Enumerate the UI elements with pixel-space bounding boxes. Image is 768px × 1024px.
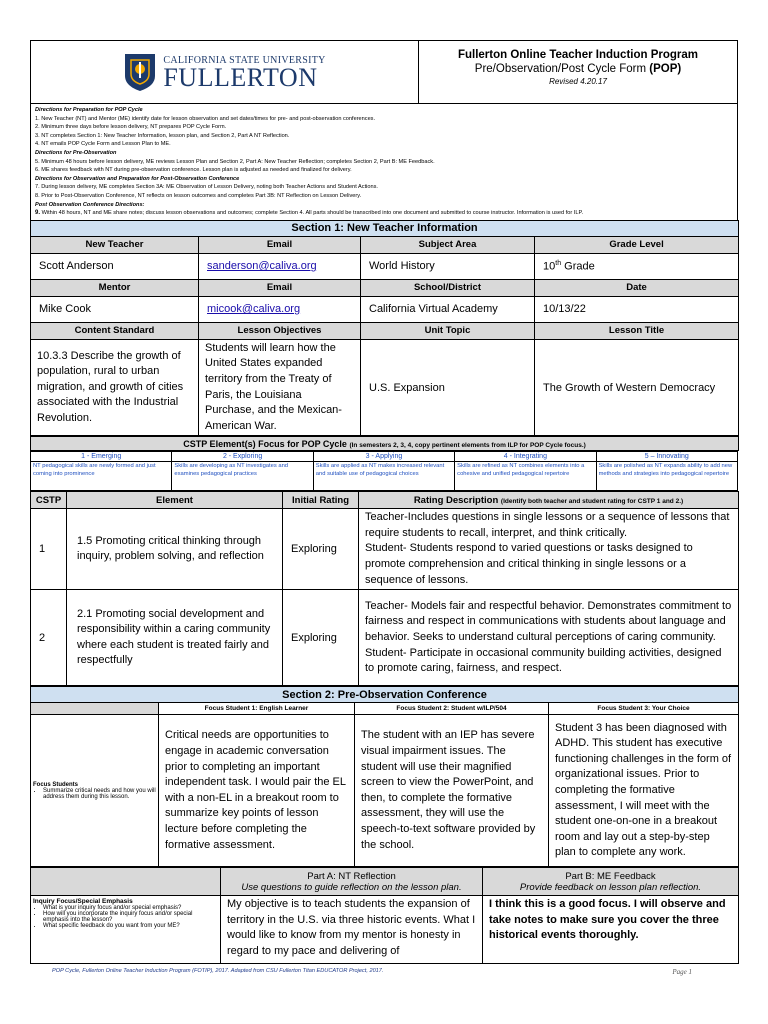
focus-student-2-text: The student with an IEP has severe visual impairment issues. The student will use their magnified screen to view the PowerPoint, and then, to complete the formative assessment, they will use the speech-to-text software provided by the school. xyxy=(355,715,549,867)
level-5-name: 5 – Innovating xyxy=(596,452,737,462)
focus-student-1-header: Focus Student 1: English Learner xyxy=(159,703,355,715)
mentor-email-cell xyxy=(199,296,361,322)
cstp-element: 2.1 Promoting social development and responsibility within a caring community where each student is treated fairly and respectfully xyxy=(67,590,283,686)
lesson-objectives-label: Lesson Objectives xyxy=(199,322,361,339)
school-district-value: California Virtual Academy xyxy=(361,296,535,322)
date-label: Date xyxy=(535,279,739,296)
lesson-title-label: Lesson Title xyxy=(535,322,739,339)
grade-level-label: Grade Level xyxy=(535,236,739,253)
focus-students-bullet: • Summarize critical needs and how you will address them during this lesson. xyxy=(43,788,156,800)
cstp-initial-rating: Exploring xyxy=(283,509,359,590)
level-4-desc: Skills are refined as NT combines elements into a cohesive and unified pedagogical repertoire xyxy=(455,462,596,491)
direction-item: 6. ME shares feedback with NT during pre-observation conference. Lesson plan is adjusted as needed and finalized for delivery. xyxy=(35,167,352,174)
cstp-table xyxy=(30,436,739,451)
university-logo xyxy=(31,41,419,103)
level-3-desc: Skills are applied as NT makes increased relevant and suitable use of pedagogical choices xyxy=(313,462,454,491)
revised-date: Revised 4.20.17 xyxy=(549,77,607,86)
cstp-number: 1 xyxy=(31,509,67,590)
part-b-header: Part B: ME Feedback Provide feedback on lesson plan reflection. xyxy=(483,868,739,896)
email-label: Email xyxy=(199,236,361,253)
level-3-name: 3 - Applying xyxy=(313,452,454,462)
part-a-header: Part A: NT Reflection Use questions to guide reflection on the lesson plan. xyxy=(221,868,483,896)
page-number: Page 1 xyxy=(672,968,692,976)
cstp-element: 1.5 Promoting critical thinking through inquiry, problem solving, and reflection xyxy=(67,509,283,590)
section2-parts-table xyxy=(30,867,739,964)
level-1-name: 1 - Emerging xyxy=(31,452,172,462)
focus-corner xyxy=(31,703,159,715)
nt-reflection-text: My objective is to teach students the expansion of territory in the U.S. via three historic events. What I would like to know from my mentor is honesty in regard to my pace and delivering of xyxy=(221,896,483,964)
mentor-label: Mentor xyxy=(31,279,199,296)
inquiry-focus-cell xyxy=(31,896,221,964)
lesson-objectives-value: Students will learn how the United States expanded territory from the Treaty of Paris, the Louisiana Purchase, and the Mexican-American War. xyxy=(199,339,361,436)
focus-student-3-text: Student 3 has been diagnosed with ADHD. This student has executive functioning challenges in the form of organizational issues. Prior to completing the formative assessment, I will meet with the student one-on-one in a breakout room and lay out a step-by-step plan to complete any work. xyxy=(549,715,739,867)
direction-item: 1. New Teacher (NT) and Mentor (ME) identify date for lesson observation and set dates/times for pre- and post-observation conferences. xyxy=(35,115,376,122)
grade-level-value: 10th Grade xyxy=(535,253,739,279)
university-seal-icon xyxy=(123,52,157,92)
directions-block xyxy=(30,104,738,220)
focus-student-3-header: Focus Student 3: Your Choice xyxy=(549,703,739,715)
cstp-number: 2 xyxy=(31,590,67,686)
focus-student-2-header: Focus Student 2: Student w/ILP/504 xyxy=(355,703,549,715)
element-col-header: Element xyxy=(67,492,283,509)
cstp-initial-rating: Exploring xyxy=(283,590,359,686)
directions-heading: Directions for Preparation for POP Cycle xyxy=(35,107,143,113)
form-title: Pre/Observation/Post Cycle Form (POP) xyxy=(474,63,682,75)
teacher-email-cell xyxy=(199,253,361,279)
inquiry-question: • What is your inquiry focus and/or special emphasis? xyxy=(43,905,218,911)
direction-item: 9. Within 48 hours, NT and ME share notes; discuss lesson observations and outcomes; complete Section 4. All parts should be transcribed into one document and submitted to course instructor. Information is used for ILP. xyxy=(35,210,584,217)
section2-title: Section 2: Pre-Observation Conference xyxy=(31,687,739,703)
rating-description-col-header: Rating Description (Identify both teacher and student rating for CSTP 1 and 2.) xyxy=(359,492,739,509)
direction-item: 5. Minimum 48 hours before lesson delivery, ME reviews Lesson Plan and Section 2, Part A: New Teacher Reflection; completes Section 2, Part B: ME Feedback. xyxy=(35,158,435,165)
section1-table xyxy=(30,220,739,437)
direction-item: 3. NT completes Section 1: New Teacher Information, lesson plan, and Section 2, Part A NT Reflection. xyxy=(35,132,290,139)
parts-corner xyxy=(31,868,221,896)
unit-topic-label: Unit Topic xyxy=(361,322,535,339)
cstp-title: CSTP Element(s) Focus for POP Cycle (In semesters 2, 3, 4, copy pertinent elements from ILP for POP Cycle focus.) xyxy=(31,437,739,451)
focus-student-1-text: Critical needs are opportunities to engage in academic conversation prior to completing an important independent task. I would pair the EL with a non-EL in a breakout room to summarize key points of lesson lecture before completing the formative assessment. xyxy=(159,715,355,867)
level-5-desc: Skills are polished as NT expands ability to add new methods and strategies into pedagogical repertoire xyxy=(596,462,737,491)
inquiry-question: • How will you incorporate the inquiry focus and/or special emphasis into the lesson? xyxy=(43,911,218,923)
new-teacher-label: New Teacher xyxy=(31,236,199,253)
level-2-name: 2 - Exploring xyxy=(172,452,313,462)
date-value: 10/13/22 xyxy=(535,296,739,322)
program-title: Fullerton Online Teacher Induction Program xyxy=(457,49,699,61)
level-2-desc: Skills are developing as NT investigates and examines pedagogical practices xyxy=(172,462,313,491)
cstp-rating-description: Teacher-Includes questions in single lessons or a sequence of lessons that require students to recall, interpret, and think critically. Student- Students respond to varied questions or tasks designed to promote comprehension and critical thinking in single lessons or a sequence of lessons. xyxy=(359,509,739,590)
content-standard-value: 10.3.3 Describe the growth of population, rural to urban migration, and growth of cities associated with the Industrial Revolution. xyxy=(31,339,199,436)
direction-item: 7. During lesson delivery, ME completes Section 3A: ME Observation of Lesson Delivery, noting both Teacher Actions and Student Actions. xyxy=(35,184,378,191)
form-title-block xyxy=(419,41,737,103)
level-1-desc: NT pedagogical skills are newly formed and just coming into prominence xyxy=(31,462,172,491)
form-header xyxy=(30,40,738,104)
lesson-title-value: The Growth of Western Democracy xyxy=(535,339,739,436)
page-footer xyxy=(52,968,692,976)
mentor-value: Mike Cook xyxy=(31,296,199,322)
university-name-small: CALIFORNIA STATE UNIVERSITY xyxy=(163,54,326,66)
direction-item: 2. Minimum three days before lesson delivery, NT prepares POP Cycle Form. xyxy=(35,124,227,131)
new-teacher-value: Scott Anderson xyxy=(31,253,199,279)
focus-students-label-cell xyxy=(31,715,159,867)
footer-citation: POP Cycle, Fullerton Online Teacher Induction Program (FOTIP), 2017. Adapted from CSU Fullerton Titan EDUCATOR Project, 2017. xyxy=(52,968,384,974)
direction-item: 8. Prior to Post-Observation Conference, NT reflects on lesson outcomes and completes Part 3B: NT Reflection on Lesson Delivery. xyxy=(35,192,362,199)
section2-table xyxy=(30,686,739,867)
inquiry-focus-label: Inquiry Focus/Special Emphasis xyxy=(33,898,133,906)
level-4-name: 4 - Integrating xyxy=(455,452,596,462)
cstp-col-header: CSTP xyxy=(31,492,67,509)
cstp-row xyxy=(31,590,739,686)
directions-heading: Directions for Observation and Preparation for Post-Observation Conference xyxy=(35,175,240,182)
content-standard-label: Content Standard xyxy=(31,322,199,339)
mentor-email-link[interactable]: micook@caliva.org xyxy=(207,303,301,316)
cstp-ratings-table xyxy=(30,491,739,686)
focus-students-label: Focus Students xyxy=(33,781,79,788)
cstp-levels-table xyxy=(30,451,738,491)
email-label: Email xyxy=(199,279,361,296)
unit-topic-value: U.S. Expansion xyxy=(361,339,535,436)
teacher-email-link[interactable]: sanderson@caliva.org xyxy=(207,260,317,273)
section1-title: Section 1: New Teacher Information xyxy=(31,220,739,236)
subject-area-label: Subject Area xyxy=(361,236,535,253)
initial-rating-col-header: Initial Rating xyxy=(283,492,359,509)
pop-form-page xyxy=(30,40,738,964)
directions-heading: Directions for Pre-Observation xyxy=(35,149,117,156)
subject-area-value: World History xyxy=(361,253,535,279)
cstp-row xyxy=(31,509,739,590)
cstp-rating-description: Teacher- Models fair and respectful behavior. Demonstrates commitment to fairness and respect in communications with students about language and behavior. Seeks to understand cultural perceptions of caring community. Student- Participate in occasional community building activities, designed to promote caring, fairness, and respect. xyxy=(359,590,739,686)
me-feedback-text: I think this is a good focus. I will observe and take notes to make sure you cover the three historical events thoroughly. xyxy=(483,896,739,964)
direction-item: 4. NT emails POP Cycle Form and Lesson Plan to ME. xyxy=(35,141,171,148)
university-name-big: FULLERTON xyxy=(163,62,318,92)
school-district-label: School/District xyxy=(361,279,535,296)
directions-heading: Post Observation Conference Directions: xyxy=(35,201,145,208)
inquiry-question: • What specific feedback do you want from your ME? xyxy=(43,923,218,929)
